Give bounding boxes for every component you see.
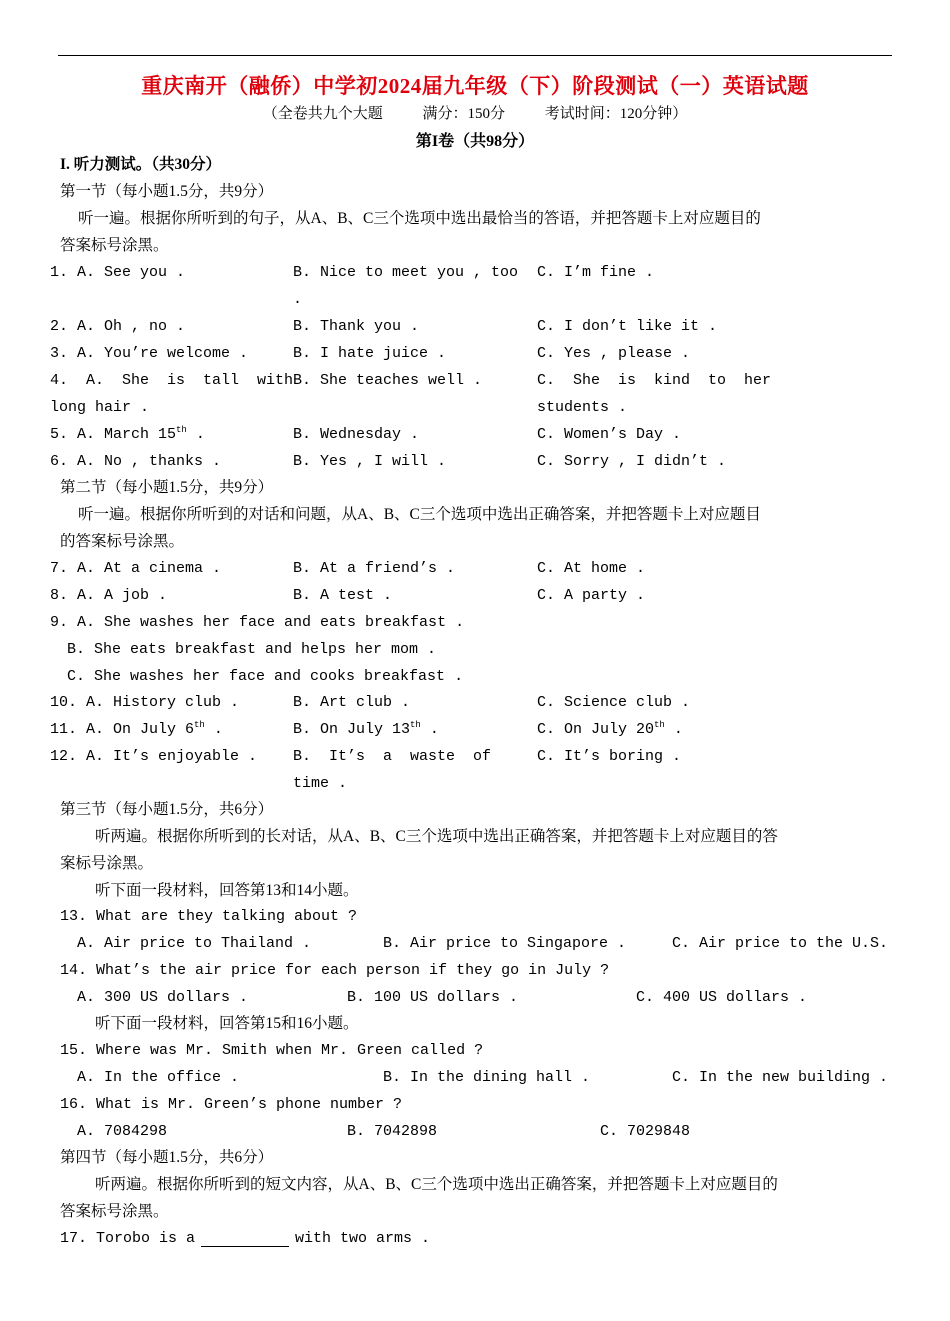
q1-option-c: C. I’m fine . [537,264,655,281]
section3-instruction: 听两遍。根据你所听到的长对话，从A、B、C三个选项中选出正确答案，并把答题卡上对应题目的答 [95,828,778,845]
header-rule [58,55,892,56]
question-9-option-c: C. She washes her face and cooks breakfast . [67,668,464,685]
question-4-cont: long hair . students . [50,399,628,416]
section4-instruction-cont: 答案标号涂黑。 [60,1203,169,1220]
question-16: 16. What is Mr. Green’s phone number ? [60,1096,403,1113]
question-11: 11. A. On July 6th . B. On July 13th . C. On July 20th . [50,720,683,738]
volume-heading: 第I卷（共98分） [415,133,535,150]
material-note-1: 听下面一段材料，回答第13和14小题。 [95,882,359,899]
question-6: 6. A. No , thanks . B. Yes , I will . C. Sorry , I didn’t . [50,453,727,470]
question-1-cont: . [293,291,303,308]
question-14: 14. What’s the air price for each person if they go in July ? [60,962,610,979]
question-7: 7. A. At a cinema . B. At a friend’s . C. At home . [50,560,646,577]
section3-heading: 第三节（每小题1.5分，共6分） [60,801,274,818]
section1-instruction: 听一遍。根据你所听到的句子，从A、B、C三个选项中选出最恰当的答语，并把答题卡上对应题目的 [78,210,761,227]
section1-heading: 第一节（每小题1.5分，共9分） [60,183,274,200]
section4-instruction: 听两遍。根据你所听到的短文内容，从A、B、C三个选项中选出正确答案，并把答题卡上对应题目的 [95,1176,778,1193]
question-13-options: A. Air price to Thailand . B. Air price to Singapore . C. Air price to the U.S. [77,935,889,952]
q1-option-b: B. Nice to meet you , too [293,264,519,281]
info-sections: （全卷共九个大题 [262,106,383,122]
question-3: 3. A. You’re welcome . B. I hate juice . C. Yes , please . [50,345,691,362]
section3-instruction-cont: 案标号涂黑。 [60,855,154,872]
question-8: 8. A. A job . B. A test . C. A party . [50,587,646,604]
info-time: 考试时间：120分钟） [544,106,688,122]
question-13: 13. What are they talking about ? [60,908,358,925]
exam-info [0,102,950,123]
question-9-option-b: B. She eats breakfast and helps her mom . [67,641,437,658]
section1-instruction-cont: 答案标号涂黑。 [60,237,169,254]
section4-heading: 第四节（每小题1.5分，共6分） [60,1149,274,1166]
question-12: 12. A. It’s enjoyable . B. It’s a waste of C. It’s boring . [50,748,682,765]
question-4: 4. A. She is tall with B. She teaches well . C. She is kind to her [50,372,772,389]
question-17: 17. Torobo is a with two arms . [60,1230,431,1247]
section2-instruction-cont: 的答案标号涂黑。 [60,533,185,550]
section2-heading: 第二节（每小题1.5分，共9分） [60,479,274,496]
question-9: 9. A. She washes her face and eats breakfast . [50,614,465,631]
question-15-options: A. In the office . B. In the dining hall . C. In the new building . [77,1069,889,1086]
info-full-score: 满分：150分 [422,106,505,122]
question-10: 10. A. History club . B. Art club . C. Science club . [50,694,691,711]
question-5: 5. A. March 15th . B. Wednesday . C. Women’s Day . [50,425,682,443]
question-1 [0,259,950,286]
answer-blank[interactable] [201,1228,289,1247]
section2-instruction: 听一遍。根据你所听到的对话和问题，从A、B、C三个选项中选出正确答案，并把答题卡上对应题目 [78,506,761,523]
question-2: 2. A. Oh , no . B. Thank you . C. I don’t like it . [50,318,718,335]
question-12-cont: time . [293,775,348,792]
question-14-options: A. 300 US dollars . B. 100 US dollars . C. 400 US dollars . [77,989,808,1006]
question-16-options: A. 7084298 B. 7042898 C. 7029848 [77,1123,691,1140]
exam-title: 重庆南开（融侨）中学初2024届九年级（下）阶段测试（一）英语试题 [141,74,809,98]
material-note-2: 听下面一段材料，回答第15和16小题。 [95,1015,359,1032]
question-15: 15. Where was Mr. Smith when Mr. Green called ? [60,1042,484,1059]
q1-option-a: 1. A. See you . [50,264,186,281]
part1-heading: I. 听力测试。（共30分） [60,156,222,173]
